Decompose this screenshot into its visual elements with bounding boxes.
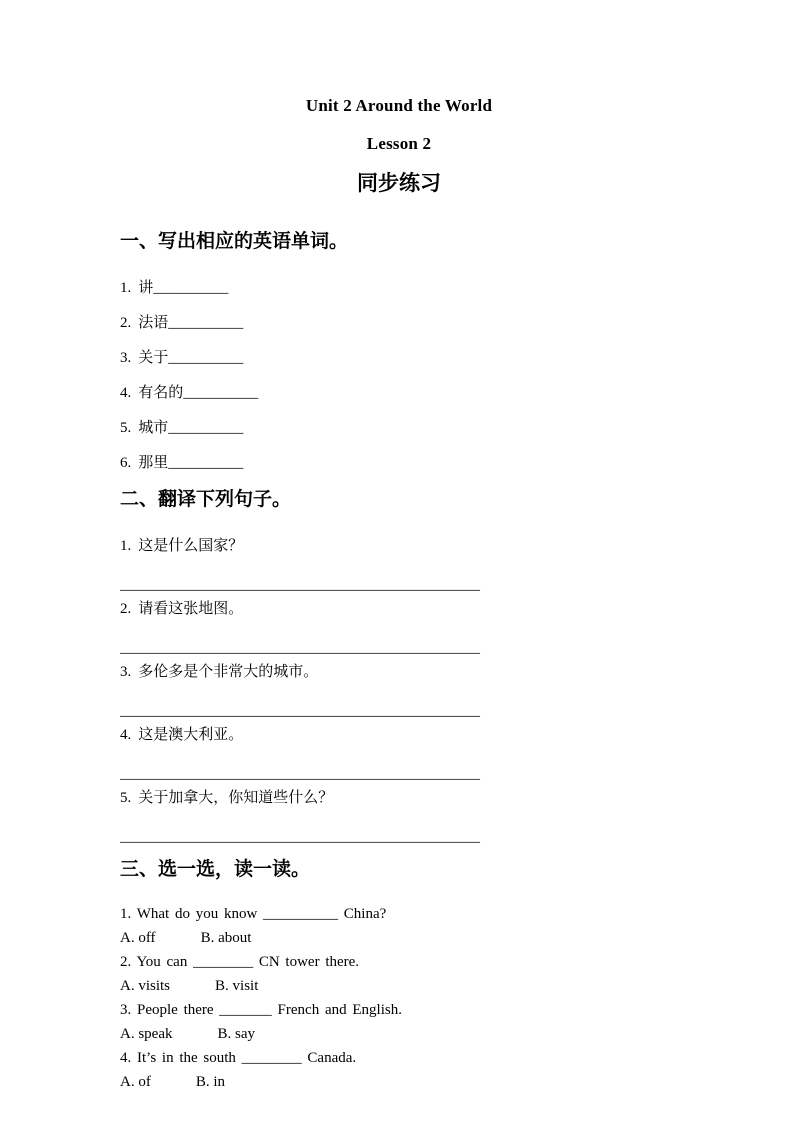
answer-line: ________________________________________________: [120, 640, 480, 656]
question-item: [120, 1000, 678, 1044]
item-number: 5.: [120, 790, 132, 806]
word-label: 关于: [138, 350, 169, 366]
word-label: 法语: [138, 315, 169, 331]
word-label: 有名的: [138, 385, 184, 401]
item-number: 2.: [120, 601, 132, 617]
sentence-label: 多伦多是个非常大的城市。: [138, 664, 319, 680]
word-item: [120, 418, 678, 438]
section-two: [120, 488, 678, 848]
options-row: [120, 976, 678, 996]
sentence-item: [120, 536, 678, 596]
sentence-label: 请看这张地图。: [138, 601, 244, 617]
section-three: [120, 858, 678, 1092]
lesson-title: Lesson 2: [366, 134, 432, 153]
option-a: A. visits: [120, 978, 171, 994]
sentence-item: [120, 788, 678, 848]
option-b: B. in: [195, 1074, 226, 1090]
options-row: [120, 1024, 678, 1044]
question-text: 3. People there _______ French and English.: [120, 1002, 402, 1018]
section-three-heading: 三、选一选，读一读。: [120, 859, 311, 880]
question-text: 1. What do you know __________ China?: [120, 906, 387, 922]
question-text: 2. You can ________ CN tower there.: [120, 954, 360, 970]
sentence-text: [120, 725, 678, 746]
item-number: 4.: [120, 385, 132, 401]
sentence-text: [120, 599, 678, 620]
answer-blank: __________: [183, 385, 259, 401]
unit-title: Unit 2 Around the World: [305, 96, 493, 115]
answer-line: ________________________________________________: [120, 766, 480, 782]
section-two-heading: 二、翻译下列句子。: [120, 489, 292, 510]
answer-blank: __________: [168, 420, 244, 436]
option-a: A. of: [120, 1074, 151, 1090]
item-number: 6.: [120, 455, 132, 471]
question-text: 4. It’s in the south ________ Canada.: [120, 1050, 357, 1066]
option-a: A. speak: [120, 1026, 173, 1042]
word-item: [120, 313, 678, 333]
exercise-title: 同步练习: [357, 172, 441, 195]
answer-blank: __________: [153, 280, 229, 296]
item-number: 2.: [120, 315, 132, 331]
section-one: [120, 230, 678, 473]
sentence-text: [120, 662, 678, 683]
item-number: 3.: [120, 664, 132, 680]
options-row: [120, 928, 678, 948]
word-label: 那里: [138, 455, 169, 471]
question-item: [120, 904, 678, 948]
sentence-label: 关于加拿大，你知道些什么？: [138, 790, 334, 806]
answer-line: ________________________________________________: [120, 703, 480, 719]
question-item: [120, 1048, 678, 1092]
sentence-item: [120, 662, 678, 722]
word-item: [120, 383, 678, 403]
question-item: [120, 952, 678, 996]
item-number: 3.: [120, 350, 132, 366]
sentence-label: 这是澳大利亚。: [138, 727, 244, 743]
option-b: B. visit: [215, 978, 259, 994]
word-label: 讲: [138, 280, 154, 296]
options-row: [120, 1072, 678, 1092]
sentence-text: [120, 536, 678, 557]
document-header: [120, 96, 678, 196]
word-label: 城市: [138, 420, 169, 436]
answer-blank: __________: [168, 455, 244, 471]
answer-line: ________________________________________________: [120, 577, 480, 593]
sentence-item: [120, 725, 678, 785]
item-number: 5.: [120, 420, 132, 436]
option-b: B. about: [200, 930, 252, 946]
answer-blank: __________: [168, 350, 244, 366]
sentence-label: 这是什么国家？: [138, 538, 244, 554]
option-a: A. off: [120, 930, 156, 946]
answer-blank: __________: [168, 315, 244, 331]
item-number: 4.: [120, 727, 132, 743]
sentence-text: [120, 788, 678, 809]
section-one-heading: 一、写出相应的英语单词。: [120, 231, 349, 252]
word-item: [120, 348, 678, 368]
answer-line: ________________________________________________: [120, 829, 480, 845]
sentence-item: [120, 599, 678, 659]
item-number: 1.: [120, 538, 132, 554]
word-item: [120, 278, 678, 298]
option-b: B. say: [217, 1026, 255, 1042]
item-number: 1.: [120, 280, 132, 296]
word-item: [120, 453, 678, 473]
